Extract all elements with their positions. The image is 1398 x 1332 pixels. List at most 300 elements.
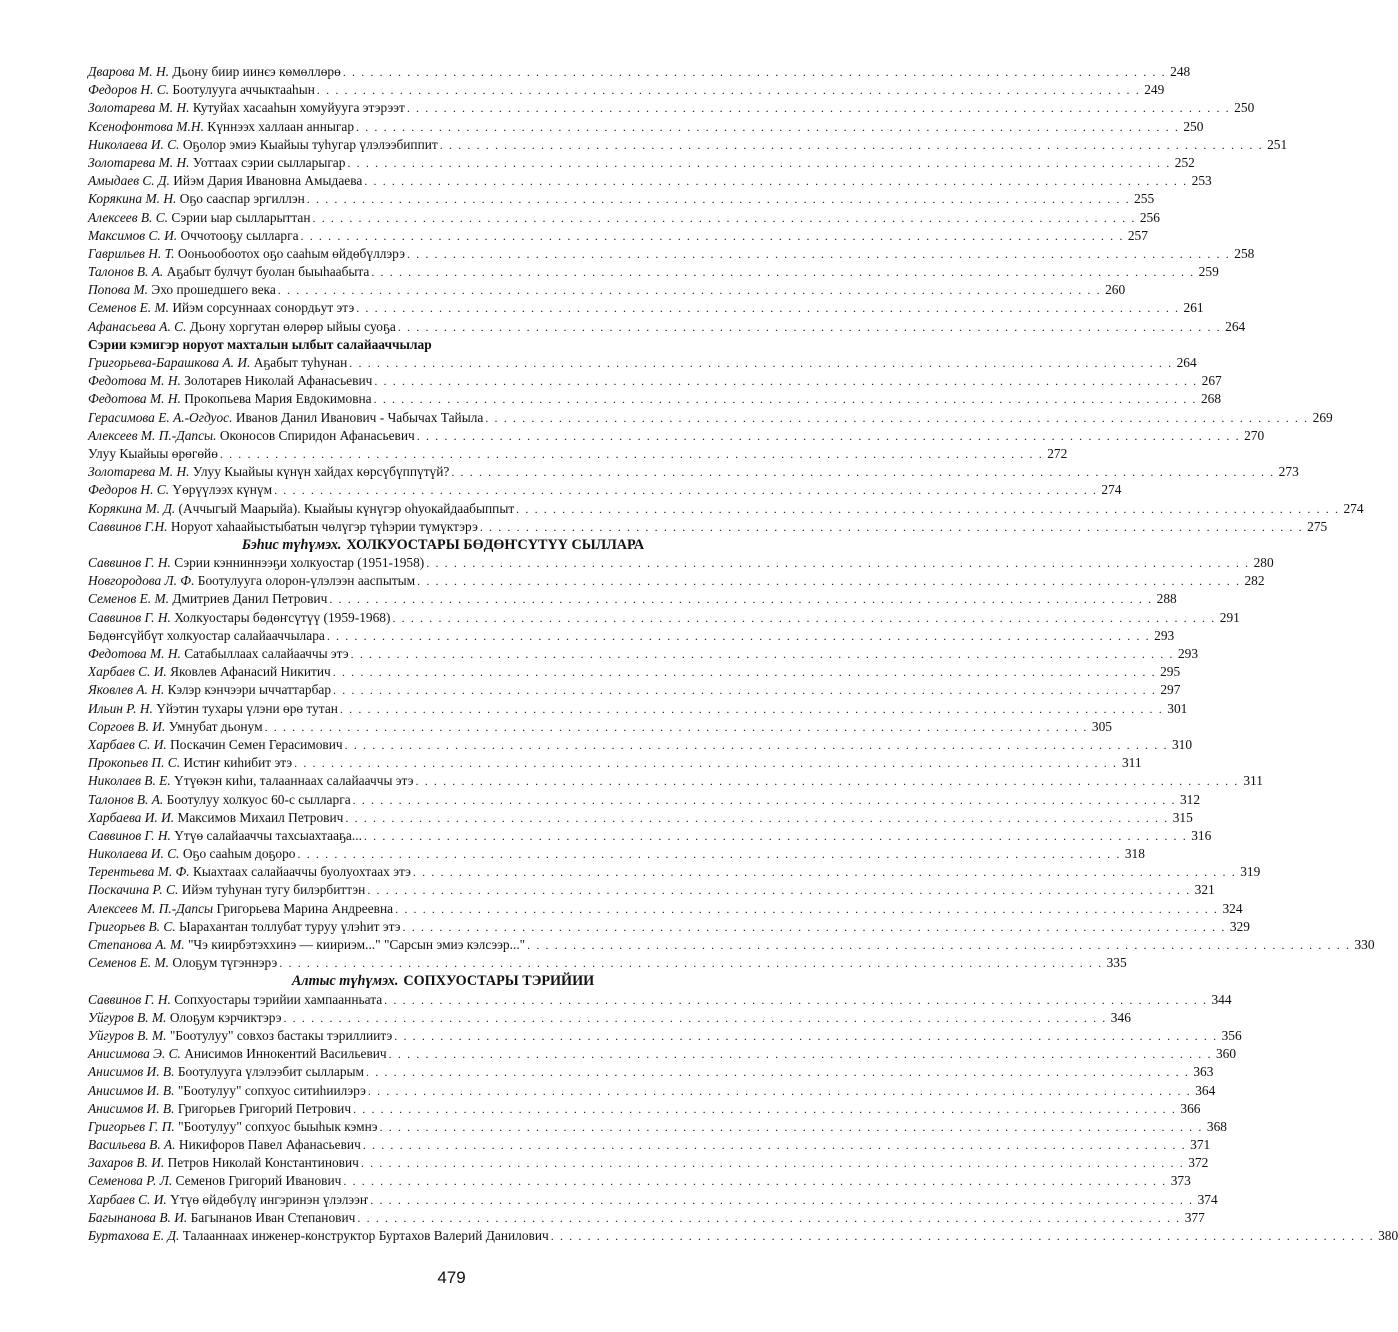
toc-entry-page: 316: [1191, 827, 1212, 843]
dot-leader: . . . . . . . . . . . . . . . . . . . . . . . . . . . . . . . . . . . . . . . . . . . . . . . . . . . . . . . . . . . . . . . . . . . . . . . . . . . . . . . . . . . . . . . . . .: [353, 1101, 1177, 1116]
dot-leader: . . . . . . . . . . . . . . . . . . . . . . . . . . . . . . . . . . . . . . . . . . . . . . . . . . . . . . . . . . . . . . . . . . . . . . . . . . . . . . . . . . . . . . . . . .: [367, 1083, 1192, 1098]
toc-entry-title: Истиҥ киһибит этэ: [183, 755, 293, 771]
toc-entry-page: 366: [1180, 1100, 1201, 1116]
table-of-contents: [88, 63, 1398, 1245]
part-heading-label: Алтыс түһүмэх.: [291, 973, 399, 990]
toc-entry-text: [88, 681, 331, 699]
toc-entry-page: 330: [1354, 937, 1375, 952]
toc-entry-author: Максимов С. И.: [88, 227, 178, 243]
toc-entry: [88, 936, 1375, 954]
toc-entry-text: [88, 81, 315, 99]
part-heading-title: ХОЛКУОСТАРЫ БӨДӨҤСҮТҮҮ СЫЛЛАРА: [346, 536, 645, 553]
toc-entry-title: Оҕо сааһым доҕоро: [182, 846, 296, 862]
toc-entry: [88, 136, 1288, 154]
dot-leader: . . . . . . . . . . . . . . . . . . . . . . . . . . . . . . . . . . . . . . . . . . . . . . . . . . . . . . . . . . . . . . . . . . . . . . . . . . . . . . . . . . . . . . . . . .: [415, 774, 1239, 789]
toc-entry-author: Алексеев В. С.: [88, 209, 169, 225]
toc-entry: [88, 791, 1201, 809]
toc-entry: [88, 954, 1127, 972]
toc-entry: [88, 209, 1160, 227]
toc-entry: [88, 1009, 1131, 1027]
toc-entry-author: Харбаева И. И.: [88, 809, 175, 825]
toc-entry-author: Новгородова Л. Ф.: [88, 573, 195, 589]
toc-entry: [88, 81, 1165, 99]
toc-entry-title: Күннээх халлаан анныгар: [207, 118, 355, 134]
toc-entry-author: Соргоев В. И.: [88, 718, 166, 734]
toc-entry-page: 377: [1184, 1209, 1205, 1225]
toc-entry-page: 293: [1177, 646, 1199, 661]
toc-entry: [88, 772, 1263, 790]
toc-entry-author: Поскачина Р. С.: [88, 882, 179, 898]
toc-entry-author: Амыдаев С. Д.: [88, 173, 170, 189]
dot-leader: . . . . . . . . . . . . . . . . . . . . . . . . . . . . . . . . . . . . . . . . . . . . . . . . . . . . . . . . . . . . . . . . . . . . . . . . . . . . . . . . . . . . . . . . . .: [342, 65, 1167, 79]
toc-entry: [88, 754, 1142, 772]
toc-entry-page: 267: [1201, 373, 1222, 389]
toc-entry-title: Оҕо сааспар эргиллэн: [179, 191, 305, 207]
toc-entry: [88, 590, 1177, 608]
toc-entry-title: "Боотулуу" сопхуос ситиһиилэрэ: [177, 1082, 366, 1098]
toc-entry-page: 253: [1191, 173, 1212, 189]
toc-entry-page: 301: [1167, 700, 1188, 716]
toc-entry-page: 321: [1194, 882, 1215, 898]
toc-entry-text: [88, 1063, 364, 1081]
toc-entry-text: [88, 791, 351, 809]
dot-leader: . . . . . . . . . . . . . . . . . . . . . . . . . . . . . . . . . . . . . . . . . . . . . . . . . . . . . . . . . . . . . . . . . . . . . . . . . . . . . . . . . . . . . . . . . .: [516, 501, 1340, 516]
toc-entry-title: Улуу Кыайыы күнүн хайдах көрсүбүппүтүй?: [192, 464, 450, 480]
toc-entry-page: 261: [1183, 300, 1204, 316]
toc-entry: [88, 1172, 1191, 1190]
toc-entry: [88, 663, 1181, 681]
toc-entry-text: [88, 572, 415, 590]
toc-entry: [88, 318, 1246, 336]
toc-entry: [88, 227, 1148, 245]
toc-entry-text: [88, 518, 478, 536]
toc-entry: [88, 409, 1333, 427]
toc-entry-page: 268: [1200, 391, 1222, 407]
toc-entry-text: [88, 718, 263, 736]
toc-entry-author: Федоров Н. С.: [88, 482, 170, 498]
toc-entry-title: (Аччыгый Маарыйа). Кыайыы күнүгэр оһуокайдаабыппыт: [178, 500, 515, 516]
toc-entry-title: Ийэм туһунан тугу билэрбиттэн: [181, 882, 366, 898]
toc-entry-page: 270: [1244, 427, 1265, 443]
toc-entry-title: Аҕабыт туһунан: [253, 355, 348, 370]
toc-entry-text: [88, 1118, 378, 1136]
toc-entry-title: Дьону биир иинєэ көмөллөрө: [172, 64, 341, 79]
toc-entry-text: [88, 1100, 351, 1118]
toc-entry: [88, 845, 1145, 863]
toc-entry-title: "Боотулуу" сопхуос быыһык кэмнэ: [178, 1118, 378, 1134]
toc-entry-text: [88, 372, 372, 390]
toc-entry-text: [88, 1082, 366, 1100]
toc-entry: [88, 354, 1197, 372]
toc-entry: [88, 1191, 1218, 1209]
toc-entry-page: 252: [1174, 154, 1195, 170]
toc-entry-author: Семенов Е. М.: [88, 591, 169, 607]
toc-entry-text: [88, 263, 369, 281]
toc-entry: [88, 99, 1255, 117]
dot-leader: . . . . . . . . . . . . . . . . . . . . . . . . . . . . . . . . . . . . . . . . . . . . . . . . . . . . . . . . . . . . . . . . . . . . . . . . . . . . . . . . . . . . . . . . . .: [388, 1047, 1213, 1062]
toc-entry-title: Григорьев Григорий Петрович: [177, 1100, 352, 1116]
toc-entry-author: Талонов В. А.: [88, 264, 164, 280]
toc-entry: [88, 463, 1299, 481]
toc-entry-page: 288: [1156, 591, 1177, 607]
toc-entry-page: 363: [1193, 1064, 1214, 1080]
toc-entry-title: Үтүөкэн киһи, талааннаах салайааччы этэ: [174, 773, 414, 789]
toc-entry: [88, 881, 1215, 899]
toc-entry-author: Анисимов И. В.: [88, 1082, 175, 1098]
section-heading-text: Сэрии кэмигэр норуот махталын ылбыт салайааччылар: [88, 336, 432, 352]
dot-leader: . . . . . . . . . . . . . . . . . . . . . . . . . . . . . . . . . . . . . . . . . . . . . . . . . . . . . . . . . . . . . . . . . . . . . . . . . . . . . . . . . . . . . . . . . .: [360, 1156, 1185, 1171]
section-heading: [88, 336, 798, 354]
toc-entry-page: 380: [1378, 1228, 1398, 1243]
toc-entry-text: [88, 609, 390, 627]
toc-entry-page: 310: [1171, 736, 1193, 752]
toc-entry: [88, 1209, 1205, 1227]
toc-entry-author: Золотарева М. Н.: [88, 154, 190, 170]
dot-leader: . . . . . . . . . . . . . . . . . . . . . . . . . . . . . . . . . . . . . . . . . . . . . . . . . . . . . . . . . . . . . . . . . . . . . . . . . . . . . . . . . . . . . . . . . .: [364, 174, 1188, 189]
toc-entry-author: Николаева И. С.: [88, 846, 180, 862]
part-heading: [88, 536, 798, 554]
toc-entry: [88, 1100, 1201, 1118]
toc-entry-author: Семенова Р. Л.: [88, 1173, 173, 1189]
toc-entry-author: Яковлев А. Н.: [88, 682, 165, 698]
toc-entry-title: Үөрүүлээх күнүм: [172, 482, 273, 498]
toc-entry: [88, 390, 1222, 408]
toc-entry-text: [88, 809, 343, 827]
toc-entry-author: Степанова А. М.: [88, 937, 185, 952]
toc-entry-page: 248: [1170, 64, 1191, 79]
toc-entry-text: [88, 954, 277, 972]
dot-leader: . . . . . . . . . . . . . . . . . . . . . . . . . . . . . . . . . . . . . . . . . . . . . . . . . . . . . . . . . . . . . . . . . . . . . . . . . . . . . . . . . . . . . . . . . .: [371, 265, 1195, 280]
toc-entry-text: [88, 99, 405, 117]
toc-entry-author: Григорьев Г. П.: [88, 1118, 175, 1134]
toc-entry-title: Григорьева Марина Андреевна: [216, 900, 394, 916]
toc-entry-text: [88, 190, 305, 208]
toc-entry-title: Умнубат дьонум: [168, 718, 263, 734]
toc-entry-page: 249: [1144, 82, 1165, 98]
toc-entry: [88, 445, 1068, 463]
part-heading-label: Бэһис түһүмэх.: [241, 536, 342, 553]
toc-entry-text: [88, 1154, 359, 1172]
dot-leader: . . . . . . . . . . . . . . . . . . . . . . . . . . . . . . . . . . . . . . . . . . . . . . . . . . . . . . . . . . . . . . . . . . . . . . . . . . . . . . . . . . . . . . . . . .: [329, 592, 1153, 607]
toc-entry-title: Үйэтин тухары үлэни өрө тутан: [156, 700, 338, 716]
dot-leader: . . . . . . . . . . . . . . . . . . . . . . . . . . . . . . . . . . . . . . . . . . . . . . . . . . . . . . . . . . . . . . . . . . . . . . . . . . . . . . . . . . . . . . . . . .: [384, 992, 1208, 1007]
dot-leader: . . . . . . . . . . . . . . . . . . . . . . . . . . . . . . . . . . . . . . . . . . . . . . . . . . . . . . . . . . . . . . . . . . . . . . . . . . . . . . . . . . . . . . . . . .: [345, 810, 1169, 825]
toc-entry-text: [88, 627, 325, 645]
toc-entry-title: Боотулууга үлэлээбит сылларым: [177, 1064, 365, 1080]
dot-leader: . . . . . . . . . . . . . . . . . . . . . . . . . . . . . . . . . . . . . . . . . . . . . . . . . . . . . . . . . . . . . . . . . . . . . . . . . . . . . . . . . . . . . . . . . .: [406, 246, 1231, 261]
toc-entry: [88, 991, 1232, 1009]
toc-entry-author: Анисимов И. В.: [88, 1100, 175, 1116]
toc-entry-title: Боотулуу холкуос 60-с сылларга: [166, 791, 351, 807]
dot-leader: . . . . . . . . . . . . . . . . . . . . . . . . . . . . . . . . . . . . . . . . . . . . . . . . . . . . . . . . . . . . . . . . . . . . . . . . . . . . . . . . . . . . . . . . . .: [485, 410, 1309, 425]
toc-entry-title: Золотарев Николай Афанасьевич: [184, 373, 373, 389]
toc-entry-text: [88, 1209, 355, 1227]
toc-entry-author: Семенов Е. М.: [88, 955, 169, 971]
toc-entry-text: [88, 554, 424, 572]
toc-entry-author: Семенов Е. М.: [88, 300, 169, 316]
toc-entry-title: Петров Николай Константинович: [167, 1155, 359, 1171]
toc-entry: [88, 554, 1274, 572]
toc-entry-page: 259: [1198, 264, 1219, 280]
toc-entry-text: [88, 172, 362, 190]
toc-entry: [88, 500, 1364, 518]
dot-leader: . . . . . . . . . . . . . . . . . . . . . . . . . . . . . . . . . . . . . . . . . . . . . . . . . . . . . . . . . . . . . . . . . . . . . . . . . . . . . . . . . . . . . . . . . .: [283, 1010, 1107, 1025]
toc-entry: [88, 827, 1212, 845]
toc-entry-text: [88, 481, 272, 499]
toc-entry-page: 250: [1234, 100, 1255, 116]
toc-entry-author: Саввинов Г. Н.: [88, 991, 171, 1007]
toc-entry-author: Харбаев С. И.: [88, 1191, 167, 1207]
dot-leader: . . . . . . . . . . . . . . . . . . . . . . . . . . . . . . . . . . . . . . . . . . . . . . . . . . . . . . . . . . . . . . . . . . . . . . . . . . . . . . . . . . . . . . . . . .: [370, 1192, 1194, 1207]
toc-entry-title: Аҕабыт булчут буолан быыһаабыта: [166, 264, 370, 280]
toc-entry: [88, 918, 1250, 936]
toc-entry: [88, 681, 1181, 699]
dot-leader: . . . . . . . . . . . . . . . . . . . . . . . . . . . . . . . . . . . . . . . . . . . . . . . . . . . . . . . . . . . . . . . . . . . . . . . . . . . . . . . . . . . . . . . . . .: [326, 628, 1151, 643]
dot-leader: . . . . . . . . . . . . . . . . . . . . . . . . . . . . . . . . . . . . . . . . . . . . . . . . . . . . . . . . . . . . . . . . . . . . . . . . . . . . . . . . . . . . . . . . . .: [479, 519, 1304, 534]
dot-leader: . . . . . . . . . . . . . . . . . . . . . . . . . . . . . . . . . . . . . . . . . . . . . . . . . . . . . . . . . . . . . . . . . . . . . . . . . . . . . . . . . . . . . . . . . .: [426, 556, 1250, 571]
dot-leader: . . . . . . . . . . . . . . . . . . . . . . . . . . . . . . . . . . . . . . . . . . . . . . . . . . . . . . . . . . . . . . . . . . . . . . . . . . . . . . . . . . . . . . . . . .: [344, 737, 1169, 752]
toc-entry-page: 272: [1047, 445, 1068, 461]
toc-entry-author: Корякина М. Д.: [88, 500, 176, 516]
toc-entry: [88, 245, 1255, 263]
toc-entry-title: Олоҕум түгэннэрэ: [172, 955, 278, 971]
toc-entry-title: Сэрии кэнниннээҕи холкуостар (1951-1958): [174, 555, 425, 571]
toc-entry-page: 293: [1154, 627, 1175, 643]
toc-entry: [88, 900, 1243, 918]
toc-entry-title: Семенов Григорий Иванович: [175, 1173, 342, 1189]
toc-entry-author: Афанасьева А. С.: [88, 318, 187, 334]
toc-entry-page: 269: [1312, 409, 1333, 425]
toc-entry-author: Корякина М. Н.: [88, 191, 177, 207]
toc-entry: [88, 299, 1204, 317]
toc-entry-text: [88, 1172, 341, 1190]
toc-entry-title: Дьону хоргутан өлөрөр ыйыы суоҕа: [189, 318, 396, 334]
toc-entry-title: Яковлев Афанасий Никитич: [170, 664, 331, 680]
toc-entry-page: 315: [1172, 809, 1193, 825]
dot-leader: . . . . . . . . . . . . . . . . . . . . . . . . . . . . . . . . . . . . . . . . . . . . . . . . . . . . . . . . . . . . . . . . . . . . . . . . . . . . . . . . . . . . . . . . . .: [373, 392, 1198, 407]
dot-leader: . . . . . . . . . . . . . . . . . . . . . . . . . . . . . . . . . . . . . . . . . . . . . . . . . . . . . . . . . . . . . . . . . . . . . . . . . . . . . . . . . . . . . . . . . .: [363, 828, 1188, 843]
toc-entry-page: 251: [1267, 136, 1288, 152]
dot-leader: . . . . . . . . . . . . . . . . . . . . . . . . . . . . . . . . . . . . . . . . . . . . . . . . . . . . . . . . . . . . . . . . . . . . . . . . . . . . . . . . . . . . . . . . . .: [392, 610, 1216, 625]
toc-entry-page: 250: [1183, 118, 1204, 134]
toc-entry-page: 282: [1244, 573, 1265, 589]
toc-entry-title: Улуу Кыайыы өрөгөйө: [88, 445, 218, 461]
toc-entry-page: 374: [1197, 1191, 1218, 1207]
toc-entry-title: Эхо прошедшего века: [151, 282, 276, 298]
toc-entry-author: Захаров В. И.: [88, 1155, 165, 1171]
toc-entry-title: Оҕолор эмиэ Кыайыы туһугар үлэлээбиппит: [182, 136, 438, 152]
toc-entry-author: Буртахова Е. Д.: [88, 1228, 180, 1243]
toc-entry-title: Кутуйах хасааһын хомуйууга этэрээт: [192, 100, 405, 116]
dot-leader: . . . . . . . . . . . . . . . . . . . . . . . . . . . . . . . . . . . . . . . . . . . . . . . . . . . . . . . . . . . . . . . . . . . . . . . . . . . . . . . . . . . . . . . . . .: [357, 1210, 1181, 1225]
toc-entry-author: Прокопьев П. С.: [88, 755, 181, 771]
toc-entry-author: Саввинов Г. Н.: [88, 827, 171, 843]
toc-entry-title: Иванов Данил Иванович - Чабычах Тайыла: [235, 409, 484, 425]
toc-entry-author: Золотарева М. Н.: [88, 100, 190, 116]
dot-leader: . . . . . . . . . . . . . . . . . . . . . . . . . . . . . . . . . . . . . . . . . . . . . . . . . . . . . . . . . . . . . . . . . . . . . . . . . . . . . . . . . . . . . . . . . .: [349, 356, 1173, 370]
toc-entry: [88, 718, 1112, 736]
toc-entry-title: Никифоров Павел Афанасьевич: [178, 1137, 361, 1153]
toc-entry-page: 372: [1188, 1155, 1209, 1171]
dot-leader: . . . . . . . . . . . . . . . . . . . . . . . . . . . . . . . . . . . . . . . . . . . . . . . . . . . . . . . . . . . . . . . . . . . . . . . . . . . . . . . . . . . . . . . . . .: [343, 1174, 1167, 1189]
toc-entry: [88, 809, 1193, 827]
toc-entry-author: Григорьева-Барашкова А. И.: [88, 355, 251, 370]
toc-entry: [88, 1154, 1209, 1172]
dot-leader: . . . . . . . . . . . . . . . . . . . . . . . . . . . . . . . . . . . . . . . . . . . . . . . . . . . . . . . . . . . . . . . . . . . . . . . . . . . . . . . . . . . . . . . . . .: [394, 1028, 1218, 1043]
toc-entry-page: 360: [1215, 1046, 1237, 1062]
dot-leader: . . . . . . . . . . . . . . . . . . . . . . . . . . . . . . . . . . . . . . . . . . . . . . . . . . . . . . . . . . . . . . . . . . . . . . . . . . . . . . . . . . . . . . . . . .: [527, 938, 1351, 952]
dot-leader: . . . . . . . . . . . . . . . . . . . . . . . . . . . . . . . . . . . . . . . . . . . . . . . . . . . . . . . . . . . . . . . . . . . . . . . . . . . . . . . . . . . . . . . . . .: [550, 1229, 1375, 1243]
page-number: 479: [437, 1268, 466, 1287]
dot-leader: . . . . . . . . . . . . . . . . . . . . . . . . . . . . . . . . . . . . . . . . . . . . . . . . . . . . . . . . . . . . . . . . . . . . . . . . . . . . . . . . . . . . . . . . . .: [362, 1138, 1187, 1153]
toc-entry-title: Боотулууга аччыктааһын: [172, 82, 315, 98]
dot-leader: . . . . . . . . . . . . . . . . . . . . . . . . . . . . . . . . . . . . . . . . . . . . . . . . . . . . . . . . . . . . . . . . . . . . . . . . . . . . . . . . . . . . . . . . . .: [347, 155, 1171, 170]
dot-leader: . . . . . . . . . . . . . . . . . . . . . . . . . . . . . . . . . . . . . . . . . . . . . . . . . . . . . . . . . . . . . . . . . . . . . . . . . . . . . . . . . . . . . . . . . .: [366, 1065, 1190, 1080]
toc-entry: [88, 1118, 1227, 1136]
toc-entry-author: Харбаев С. И.: [88, 736, 167, 752]
toc-entry-text: [88, 918, 401, 936]
toc-entry-text: [88, 772, 414, 790]
toc-entry-title: Прокопьева Мария Евдокимовна: [184, 391, 372, 407]
toc-entry-title: Сопхуостары тэрийии хампаанньата: [174, 991, 383, 1007]
toc-entry-text: [88, 463, 449, 481]
toc-entry: [88, 372, 1222, 390]
toc-entry-text: [88, 281, 276, 299]
toc-entry-title: Үтүө салайааччы тахсыахтааҕа...: [174, 827, 362, 843]
toc-entry-title: "Чэ киирбэтэххинэ — киириэм..." "Сарсын эмиэ кэлсээр...": [187, 937, 526, 952]
toc-entry-author: Дварова М. Н.: [88, 64, 169, 79]
toc-entry: [88, 190, 1155, 208]
toc-entry: [88, 281, 1126, 299]
toc-entry-text: [88, 936, 525, 954]
toc-entry-text: [88, 900, 393, 918]
dot-leader: . . . . . . . . . . . . . . . . . . . . . . . . . . . . . . . . . . . . . . . . . . . . . . . . . . . . . . . . . . . . . . . . . . . . . . . . . . . . . . . . . . . . . . . . . .: [412, 865, 1237, 880]
toc-entry-author: Алексеев М. П.-Дапсы: [88, 900, 214, 916]
toc-entry-author: Федоров Н. С.: [88, 82, 170, 98]
toc-entry-title: Үтүө өйдөбүлү ингэринэн үлэлээҥ: [170, 1191, 369, 1207]
toc-entry-page: 291: [1219, 609, 1240, 625]
toc-entry-author: Анисимова Э. С.: [88, 1046, 181, 1062]
toc-entry-author: Герасимова Е. А.-Огдуос.: [88, 409, 233, 425]
toc-entry: [88, 1027, 1242, 1045]
toc-entry-page: 329: [1229, 918, 1250, 934]
toc-entry-title: Дмитриев Данил Петрович: [172, 591, 328, 607]
toc-entry-text: [88, 1136, 361, 1154]
toc-entry-title: Поскачин Семен Герасимович: [170, 736, 343, 752]
toc-entry-page: 364: [1195, 1082, 1216, 1098]
toc-entry: [88, 1063, 1214, 1081]
toc-entry: [88, 609, 1240, 627]
toc-entry-author: Гаврильев Н. Т.: [88, 245, 175, 261]
toc-entry-text: [88, 663, 331, 681]
toc-entry: [88, 1136, 1211, 1154]
toc-entry-page: 311: [1121, 755, 1142, 771]
toc-entry-author: Терентьева М. Ф.: [88, 864, 190, 880]
toc-entry-title: Норуот хаһаайыстыбатын чөлүгэр түһэрии түмүктэрэ: [170, 518, 478, 534]
toc-entry-text: [88, 354, 347, 372]
toc-entry-page: 297: [1160, 682, 1181, 698]
toc-entry: [88, 863, 1261, 881]
toc-entry-text: [88, 63, 341, 81]
dot-leader: . . . . . . . . . . . . . . . . . . . . . . . . . . . . . . . . . . . . . . . . . . . . . . . . . . . . . . . . . . . . . . . . . . . . . . . . . . . . . . . . . . . . . . . . . .: [294, 756, 1118, 771]
toc-entry-title: Боотулууга олорон-үлэлээн ааспытым: [197, 573, 416, 589]
toc-entry-text: [88, 881, 365, 899]
toc-entry-title: Талааннаах инженер-конструктор Буртахов Валерий Данилович: [182, 1228, 549, 1243]
toc-entry-page: 305: [1091, 718, 1112, 734]
toc-entry: [88, 427, 1265, 445]
toc-entry: [88, 63, 1191, 81]
toc-entry-text: [88, 736, 343, 754]
toc-entry: [88, 700, 1188, 718]
toc-entry-text: [88, 827, 362, 845]
toc-entry-author: Федотова М. Н.: [88, 391, 181, 407]
toc-entry-page: 324: [1222, 900, 1243, 916]
toc-entry-author: Алексеев М. П.-Дапсы.: [88, 427, 217, 443]
toc-entry: [88, 627, 1175, 645]
toc-entry-page: 274: [1343, 500, 1364, 516]
toc-entry-text: [88, 318, 396, 336]
toc-entry-author: Васильева В. А.: [88, 1137, 176, 1153]
toc-entry-page: 346: [1110, 1009, 1131, 1025]
dot-leader: . . . . . . . . . . . . . . . . . . . . . . . . . . . . . . . . . . . . . . . . . . . . . . . . . . . . . . . . . . . . . . . . . . . . . . . . . . . . . . . . . . . . . . . . . .: [356, 119, 1180, 134]
toc-entry-author: Григорьев В. С.: [88, 918, 176, 934]
toc-entry-author: Саввинов Г. Н.: [88, 555, 171, 571]
dot-leader: . . . . . . . . . . . . . . . . . . . . . . . . . . . . . . . . . . . . . . . . . . . . . . . . . . . . . . . . . . . . . . . . . . . . . . . . . . . . . . . . . . . . . . . . . .: [279, 956, 1103, 971]
dot-leader: . . . . . . . . . . . . . . . . . . . . . . . . . . . . . . . . . . . . . . . . . . . . . . . . . . . . . . . . . . . . . . . . . . . . . . . . . . . . . . . . . . . . . . . . . .: [219, 446, 1044, 461]
toc-entry-text: [88, 991, 382, 1009]
toc-entry-text: [88, 209, 311, 227]
toc-entry-title: Ыарахантан толлубат туруу үлэһит этэ: [178, 918, 401, 934]
toc-entry-text: [88, 700, 338, 718]
toc-entry: [88, 518, 1328, 536]
toc-entry-page: 264: [1225, 318, 1246, 334]
dot-leader: . . . . . . . . . . . . . . . . . . . . . . . . . . . . . . . . . . . . . . . . . . . . . . . . . . . . . . . . . . . . . . . . . . . . . . . . . . . . . . . . . . . . . . . . . .: [332, 665, 1157, 680]
toc-entry-page: 256: [1139, 209, 1160, 225]
toc-entry-author: Золотарева М. Н.: [88, 464, 190, 480]
toc-entry-author: Федотова М. Н.: [88, 373, 181, 389]
toc-entry-text: [88, 227, 299, 245]
toc-entry-page: 311: [1243, 773, 1263, 789]
dot-leader: . . . . . . . . . . . . . . . . . . . . . . . . . . . . . . . . . . . . . . . . . . . . . . . . . . . . . . . . . . . . . . . . . . . . . . . . . . . . . . . . . . . . . . . . . .: [274, 483, 1098, 498]
toc-entry-title: Олоҕум кэрчиктэрэ: [169, 1009, 282, 1025]
toc-entry-title: Ийэм Дария Ивановна Амыдаева: [173, 173, 363, 189]
toc-entry-text: [88, 500, 514, 518]
toc-entry-author: Багынанова В. И.: [88, 1209, 188, 1225]
toc-entry-author: Талонов В. А.: [88, 791, 164, 807]
toc-entry-text: [88, 390, 372, 408]
toc-entry-page: 371: [1190, 1137, 1211, 1153]
toc-entry-text: [88, 590, 327, 608]
toc-entry-title: Ийэм сорсуннаах сонордьут этэ: [172, 300, 355, 316]
toc-entry-page: 280: [1253, 555, 1274, 571]
toc-entry-title: Бөдөҥсүйбүт холкуостар салайааччылара: [88, 627, 325, 643]
toc-entry-page: 356: [1221, 1027, 1242, 1043]
dot-leader: . . . . . . . . . . . . . . . . . . . . . . . . . . . . . . . . . . . . . . . . . . . . . . . . . . . . . . . . . . . . . . . . . . . . . . . . . . . . . . . . . . . . . . . . . .: [374, 374, 1198, 389]
dot-leader: . . . . . . . . . . . . . . . . . . . . . . . . . . . . . . . . . . . . . . . . . . . . . . . . . . . . . . . . . . . . . . . . . . . . . . . . . . . . . . . . . . . . . . . . . .: [264, 719, 1088, 734]
part-heading: [88, 972, 798, 990]
toc-entry-author: Уйгуров В. М.: [88, 1027, 167, 1043]
toc-entry-page: 368: [1206, 1118, 1227, 1134]
toc-entry-title: Анисимов Иннокентий Васильевич: [184, 1046, 387, 1062]
dot-leader: . . . . . . . . . . . . . . . . . . . . . . . . . . . . . . . . . . . . . . . . . . . . . . . . . . . . . . . . . . . . . . . . . . . . . . . . . . . . . . . . . . . . . . . . . .: [300, 228, 1124, 243]
toc-entry-title: Ооньообоотох оҕо сааһым өйдөбүллэрэ: [177, 245, 405, 261]
dot-leader: . . . . . . . . . . . . . . . . . . . . . . . . . . . . . . . . . . . . . . . . . . . . . . . . . . . . . . . . . . . . . . . . . . . . . . . . . . . . . . . . . . . . . . . . . .: [297, 847, 1121, 862]
toc-entry-page: 295: [1160, 664, 1181, 680]
dot-leader: . . . . . . . . . . . . . . . . . . . . . . . . . . . . . . . . . . . . . . . . . . . . . . . . . . . . . . . . . . . . . . . . . . . . . . . . . . . . . . . . . . . . . . . . . .: [416, 428, 1241, 443]
toc-entry-author: Уйгуров В. М.: [88, 1009, 167, 1025]
dot-leader: . . . . . . . . . . . . . . . . . . . . . . . . . . . . . . . . . . . . . . . . . . . . . . . . . . . . . . . . . . . . . . . . . . . . . . . . . . . . . . . . . . . . . . . . . .: [451, 465, 1275, 480]
toc-entry: [88, 172, 1212, 190]
